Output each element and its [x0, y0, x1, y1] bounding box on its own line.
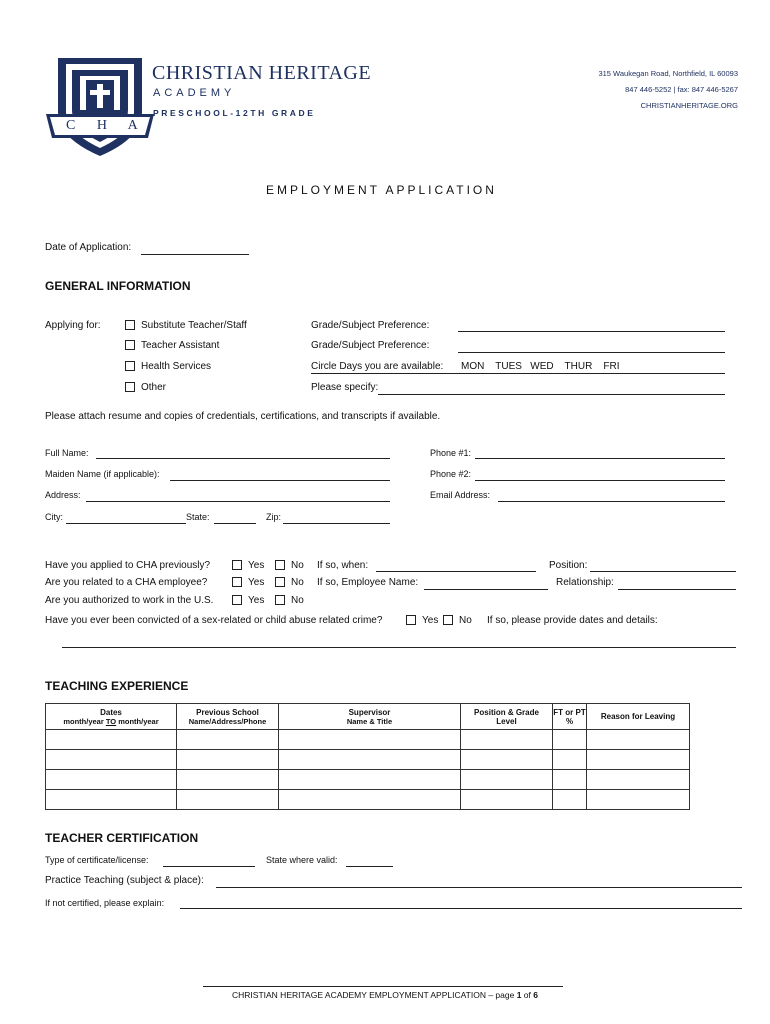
employee-name-field[interactable] — [424, 589, 548, 590]
authorized-no[interactable]: No — [275, 595, 304, 606]
convicted-details-field[interactable] — [62, 647, 736, 648]
if-when-field[interactable] — [376, 571, 536, 572]
position-label: Position: — [549, 560, 588, 571]
city-label: City: — [45, 512, 63, 522]
school-address: 315 Waukegan Road, Northfield, IL 60093 — [598, 69, 738, 78]
phone2-field[interactable] — [475, 480, 725, 481]
grade-pref-field-1[interactable] — [458, 331, 725, 332]
table-row[interactable] — [46, 750, 690, 770]
specify-label: Please specify: — [311, 382, 379, 393]
cert-state-field[interactable] — [346, 866, 393, 867]
full-name-field[interactable] — [96, 458, 390, 459]
grade-pref-field-2[interactable] — [458, 352, 725, 353]
city-field[interactable] — [66, 523, 186, 524]
checkbox-icon[interactable] — [275, 577, 285, 587]
days-label: Circle Days you are available: — [311, 361, 444, 372]
col-reason: Reason for Leaving — [587, 704, 690, 730]
not-certified-field[interactable] — [180, 908, 742, 909]
employee-name-label: If so, Employee Name: — [317, 577, 419, 588]
email-field[interactable] — [498, 501, 725, 502]
address-field[interactable] — [86, 501, 390, 502]
teaching-table — [45, 703, 690, 810]
question-applied: Have you applied to CHA previously? — [45, 560, 211, 571]
cert-type-label: Type of certificate/license: — [45, 855, 149, 865]
checkbox-icon[interactable] — [232, 560, 242, 570]
position-field[interactable] — [590, 571, 736, 572]
attach-note: Please attach resume and copies of credentials, certifications, and transcripts if available. — [45, 411, 441, 422]
related-no[interactable]: No — [275, 577, 304, 588]
option-substitute[interactable]: Substitute Teacher/Staff — [125, 320, 247, 331]
days-line — [311, 373, 725, 374]
phone2-label: Phone #2: — [430, 469, 472, 479]
maiden-label: Maiden Name (if applicable): — [45, 469, 160, 479]
if-when-label: If so, when: — [317, 560, 369, 571]
not-certified-label: If not certified, please explain: — [45, 898, 165, 908]
practice-label: Practice Teaching (subject & place): — [45, 875, 204, 886]
full-name-label: Full Name: — [45, 448, 89, 458]
state-label: State: — [186, 512, 210, 522]
school-subname: ACADEMY — [153, 87, 236, 99]
form-title: EMPLOYMENT APPLICATION — [266, 183, 497, 197]
option-health-services[interactable]: Health Services — [125, 361, 211, 372]
applied-yes[interactable]: Yes — [232, 560, 264, 571]
logo-letters: C H A — [66, 118, 147, 133]
email-label: Email Address: — [430, 490, 491, 500]
school-website: CHRISTIANHERITAGE.ORG — [640, 101, 738, 110]
convicted-yes[interactable]: Yes — [406, 615, 438, 626]
relationship-field[interactable] — [618, 589, 736, 590]
convicted-no[interactable]: No — [443, 615, 472, 626]
state-field[interactable] — [214, 523, 256, 524]
related-yes[interactable]: Yes — [232, 577, 264, 588]
table-row[interactable] — [46, 730, 690, 750]
grade-range: PRESCHOOL-12TH GRADE — [153, 108, 316, 118]
grade-pref-label-1: Grade/Subject Preference: — [311, 320, 430, 331]
question-convicted: Have you ever been convicted of a sex-related or child abuse related crime? — [45, 615, 383, 626]
footer-text: CHRISTIAN HERITAGE ACADEMY EMPLOYMENT APPLICATION – page 1 of 6 — [232, 990, 538, 1000]
table-row[interactable] — [46, 770, 690, 790]
school-phones: 847 446-5252 | fax: 847 446-5267 — [625, 85, 738, 94]
checkbox-icon[interactable] — [232, 577, 242, 587]
specify-field[interactable] — [378, 394, 725, 395]
date-field[interactable] — [141, 254, 249, 255]
days-options[interactable]: MON TUES WED THUR FRI — [461, 361, 620, 372]
phone1-label: Phone #1: — [430, 448, 472, 458]
option-other[interactable]: Other — [125, 382, 166, 393]
table-row[interactable] — [46, 790, 690, 810]
col-ftpt: FT or PT % — [553, 704, 587, 730]
col-supervisor: Supervisor Name & Title — [279, 704, 461, 730]
option-teacher-assistant[interactable]: Teacher Assistant — [125, 340, 219, 351]
dates-details-label: If so, please provide dates and details: — [487, 615, 658, 626]
checkbox-icon[interactable] — [125, 320, 135, 330]
checkbox-icon[interactable] — [406, 615, 416, 625]
phone1-field[interactable] — [475, 458, 725, 459]
question-related: Are you related to a CHA employee? — [45, 577, 208, 588]
col-school: Previous School Name/Address/Phone — [177, 704, 279, 730]
checkbox-icon[interactable] — [125, 361, 135, 371]
zip-label: Zip: — [266, 512, 282, 522]
checkbox-icon[interactable] — [275, 595, 285, 605]
authorized-yes[interactable]: Yes — [232, 595, 264, 606]
teaching-heading: TEACHING EXPERIENCE — [45, 679, 189, 693]
cert-type-field[interactable] — [163, 866, 255, 867]
school-logo — [44, 52, 156, 163]
certification-heading: TEACHER CERTIFICATION — [45, 831, 199, 845]
applying-label: Applying for: — [45, 320, 101, 331]
grade-pref-label-2: Grade/Subject Preference: — [311, 340, 430, 351]
general-heading: GENERAL INFORMATION — [45, 279, 191, 293]
footer-rule — [203, 986, 563, 987]
checkbox-icon[interactable] — [443, 615, 453, 625]
practice-field[interactable] — [216, 887, 742, 888]
question-authorized: Are you authorized to work in the U.S. — [45, 595, 214, 606]
cert-state-label: State where valid: — [266, 855, 338, 865]
applied-no[interactable]: No — [275, 560, 304, 571]
col-position: Position & Grade Level — [461, 704, 553, 730]
address-label: Address: — [45, 490, 81, 500]
checkbox-icon[interactable] — [232, 595, 242, 605]
date-label: Date of Application: — [45, 242, 132, 253]
checkbox-icon[interactable] — [125, 340, 135, 350]
checkbox-icon[interactable] — [125, 382, 135, 392]
col-dates: Dates month/year TO month/year — [46, 704, 177, 730]
checkbox-icon[interactable] — [275, 560, 285, 570]
relationship-label: Relationship: — [556, 577, 614, 588]
zip-field[interactable] — [283, 523, 390, 524]
maiden-field[interactable] — [170, 480, 390, 481]
school-name: CHRISTIAN HERITAGE — [152, 62, 372, 84]
